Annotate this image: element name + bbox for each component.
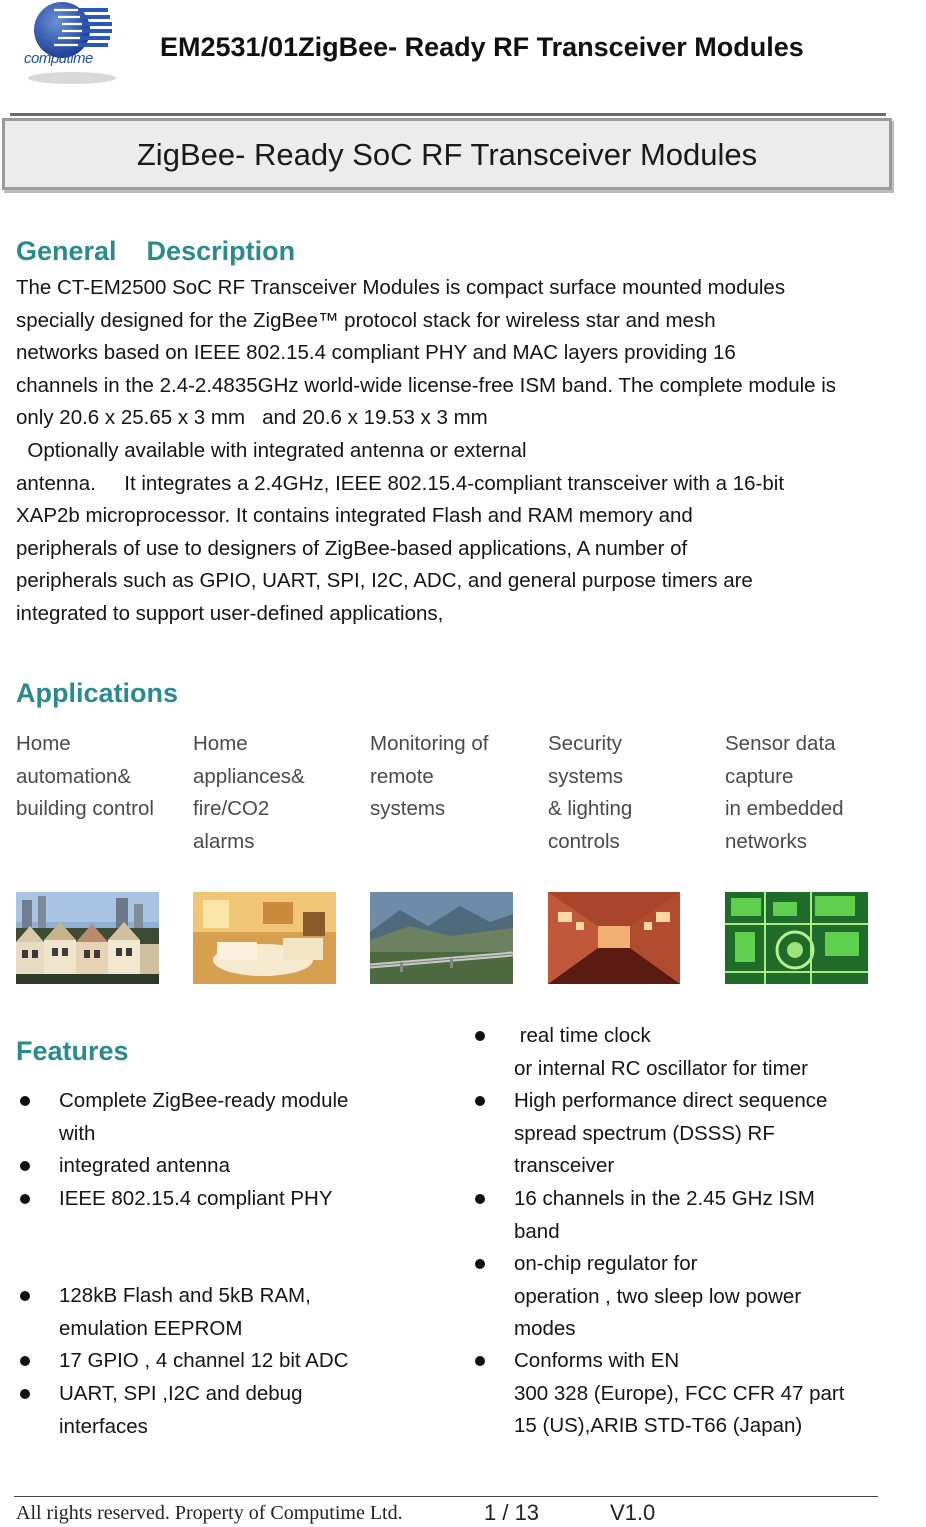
app-label-line: systems <box>370 797 446 821</box>
feature-item <box>59 1150 230 1183</box>
feature-line: UART, SPI ,I2C and debug <box>59 1382 303 1405</box>
feature-item <box>514 1085 827 1183</box>
bullet-icon <box>20 1096 30 1106</box>
footer-divider <box>14 1496 878 1497</box>
text-line: peripherals such as GPIO, UART, SPI, I2C, ADC, and general purpose timers are <box>16 569 753 593</box>
text-line: antenna. It integrates a 2.4GHz, IEEE 802.15.4-compliant transceiver with a 16-bit <box>16 471 785 495</box>
feature-item <box>514 1248 801 1346</box>
text-line: XAP2b microprocessor. It contains integrated Flash and RAM memory and <box>16 504 693 528</box>
feature-line: 16 channels in the 2.45 GHz ISM <box>514 1187 815 1210</box>
application-monitoring <box>370 728 542 826</box>
app-label-line: controls <box>548 829 620 853</box>
feature-line: modes <box>514 1317 576 1341</box>
living-room-photo <box>193 892 336 984</box>
application-home-appliances <box>193 728 365 858</box>
logo-wordmark: computime <box>24 50 93 67</box>
app-label-line: building control <box>16 797 154 821</box>
feature-line: 128kB Flash and 5kB RAM, <box>59 1284 311 1307</box>
feature-line: on-chip regulator for <box>514 1252 698 1275</box>
feature-line: Conforms with EN <box>514 1349 680 1372</box>
feature-line: with <box>59 1121 96 1145</box>
feature-line: interfaces <box>59 1414 148 1438</box>
feature-line: 17 GPIO , 4 channel 12 bit ADC <box>59 1349 349 1372</box>
feature-line: transceiver <box>514 1154 615 1178</box>
text-line: only 20.6 x 25.65 x 3 mm and 20.6 x 19.53 x 3 mm <box>16 406 488 430</box>
feature-line: High performance direct sequence <box>514 1089 828 1112</box>
bullet-icon <box>475 1031 485 1041</box>
text-line: networks based on IEEE 802.15.4 compliant PHY and MAC layers providing 16 <box>16 341 736 365</box>
feature-line: operation , two sleep low power <box>514 1284 802 1308</box>
app-label-line: systems <box>548 764 624 788</box>
hallway-photo <box>548 892 680 984</box>
feature-line: 300 328 (Europe), FCC CFR 47 part <box>514 1381 845 1405</box>
feature-item <box>59 1085 348 1150</box>
app-label-line: Home <box>193 732 248 755</box>
feature-item <box>514 1183 815 1248</box>
document-title: EM2531/01ZigBee- Ready RF Transceiver Modules <box>160 32 804 62</box>
general-description-text <box>16 272 926 631</box>
feature-line: IEEE 802.15.4 compliant PHY <box>59 1187 333 1210</box>
feature-item <box>59 1280 311 1345</box>
app-label-line: Security <box>548 732 623 755</box>
bullet-icon <box>475 1194 485 1204</box>
app-label-line: Sensor data <box>725 732 836 755</box>
circuit-board-photo <box>725 892 868 984</box>
applications-heading: Applications <box>16 678 179 708</box>
app-label-line: appliances& <box>193 764 305 788</box>
text-line: specially designed for the ZigBee™ protocol stack for wireless star and mesh <box>16 308 716 332</box>
app-label-line: alarms <box>193 829 255 853</box>
features-heading: Features <box>16 1036 129 1066</box>
app-label-line: in embedded <box>725 797 844 821</box>
bullet-icon <box>20 1194 30 1204</box>
app-label-line: automation& <box>16 764 132 788</box>
text-line: channels in the 2.4-2.4835GHz world-wide license-free ISM band. The complete module is <box>16 373 837 397</box>
feature-line: emulation EEPROM <box>59 1316 243 1340</box>
feature-line: real time clock <box>514 1024 651 1047</box>
app-label-line: remote <box>370 764 434 788</box>
application-sensor-data <box>725 728 897 858</box>
text-line: Optionally available with integrated antenna or external <box>16 438 527 462</box>
feature-item <box>514 1020 808 1085</box>
feature-line: Complete ZigBee-ready module <box>59 1089 349 1112</box>
bullet-icon <box>20 1291 30 1301</box>
bullet-icon <box>475 1259 485 1269</box>
feature-line: or internal RC oscillator for timer <box>514 1056 808 1080</box>
feature-line: integrated antenna <box>59 1154 230 1177</box>
banner-title: ZigBee- Ready SoC RF Transceiver Modules <box>136 137 758 172</box>
application-home-automation <box>16 728 188 826</box>
bullet-icon <box>20 1356 30 1366</box>
page-number: 1 / 13 <box>484 1500 540 1525</box>
bullet-icon <box>20 1161 30 1171</box>
title-banner <box>2 118 892 190</box>
feature-item <box>59 1183 333 1216</box>
computime-logo <box>18 0 122 88</box>
pipeline-photo <box>370 892 513 984</box>
feature-line: band <box>514 1219 560 1243</box>
feature-item <box>59 1378 303 1443</box>
feature-line: spread spectrum (DSSS) RF <box>514 1121 775 1145</box>
app-label-line: fire/CO2 <box>193 797 270 821</box>
app-label-line: & lighting <box>548 797 633 821</box>
footer-copyright: All rights reserved. Property of Computime Ltd. <box>16 1502 403 1524</box>
app-label-line: Home <box>16 732 71 755</box>
feature-item <box>514 1345 844 1443</box>
app-label-line: networks <box>725 829 808 853</box>
text-line: peripherals of use to designers of ZigBee-based applications, A number of <box>16 536 688 560</box>
bullet-icon <box>475 1096 485 1106</box>
document-version: V1.0 <box>610 1500 656 1525</box>
text-line: integrated to support user-defined applications, <box>16 601 444 625</box>
app-label-line: Monitoring of <box>370 732 489 755</box>
app-label-line: capture <box>725 764 794 788</box>
feature-line: 15 (US),ARIB STD-T66 (Japan) <box>514 1414 803 1438</box>
houses-photo <box>16 892 159 984</box>
general-description-heading: General Description <box>16 236 296 266</box>
feature-item <box>59 1345 348 1378</box>
text-line: The CT-EM2500 SoC RF Transceiver Modules is compact surface mounted modules <box>16 276 786 299</box>
application-security <box>548 728 720 858</box>
header-divider <box>10 113 886 116</box>
bullet-icon <box>20 1389 30 1399</box>
bullet-icon <box>475 1356 485 1366</box>
